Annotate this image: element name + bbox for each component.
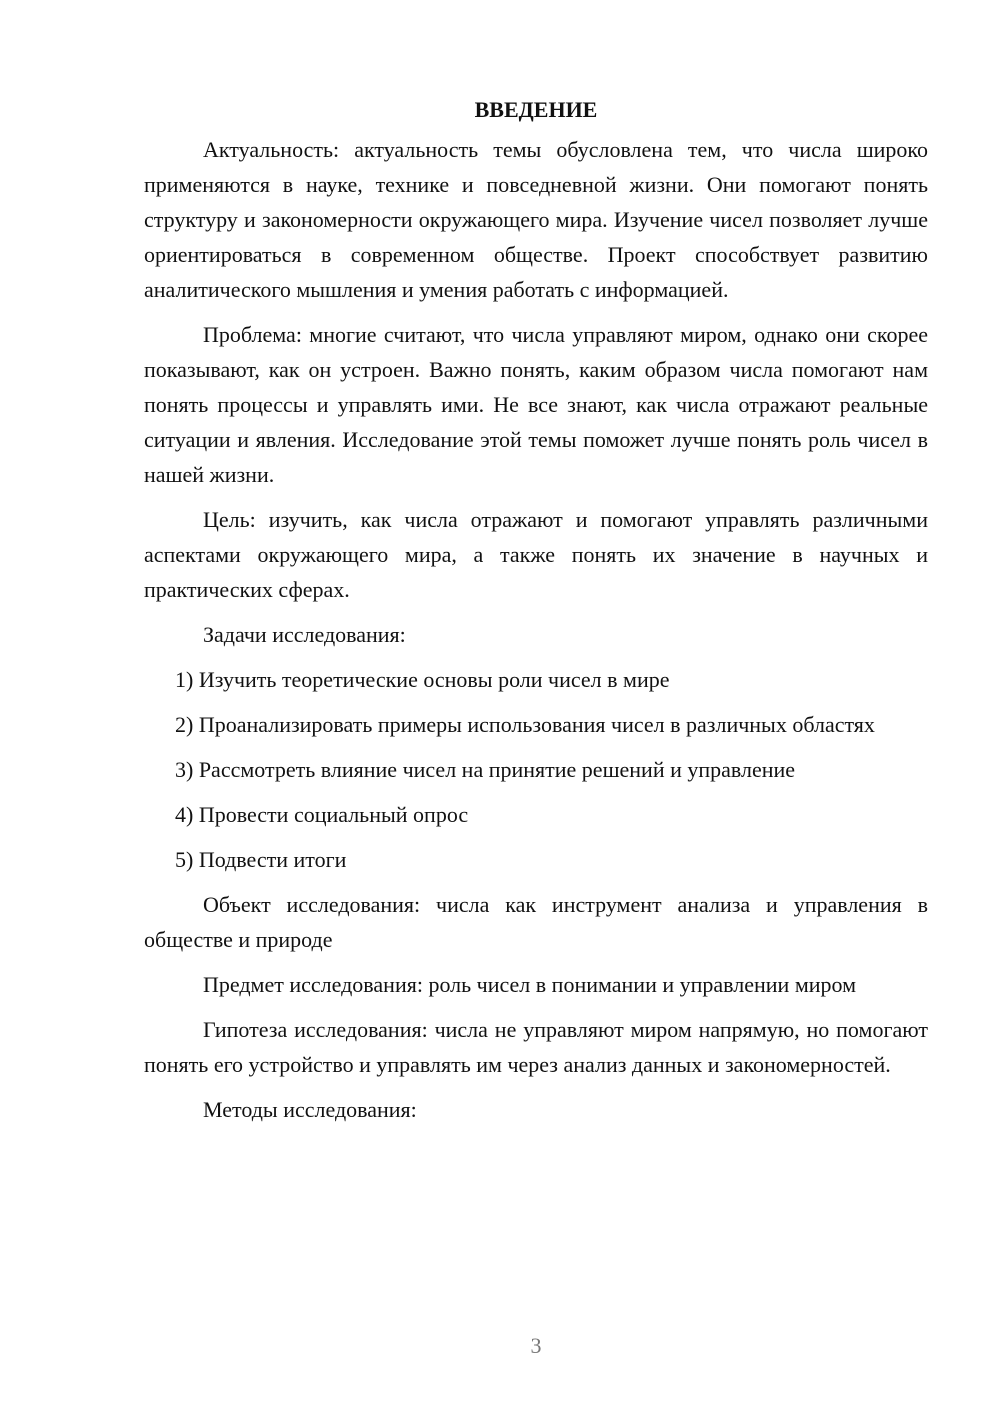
document-page [144, 94, 928, 1137]
page-number: 3 [530, 1333, 542, 1358]
task-item: 2) Проанализировать примеры использования чисел в различных областях [175, 712, 875, 737]
paragraph-subject: Предмет исследования: роль чисел в понимании и управлении миром [203, 972, 857, 997]
section-title: ВВЕДЕНИЕ [474, 97, 598, 122]
task-item: 4) Провести социальный опрос [175, 802, 469, 827]
paragraph-relevance: Актуальность: актуальность темы обусловлена тем, что числа широко применяются в науке, технике и повседневной жизни. Они помогают понять структуру и закономерности окружающего мира. Изучение чисел позволяет лучше ориентироваться в современном обществе. Проект способствует развитию аналитического мышления и умения работать с информацией. [144, 137, 928, 302]
paragraph-hypothesis: Гипотеза исследования: числа не управляют миром напрямую, но помогают понять его устройство и управлять им через анализ данных и закономерностей. [144, 1017, 928, 1077]
methods-heading: Методы исследования: [203, 1097, 417, 1122]
tasks-heading: Задачи исследования: [203, 622, 406, 647]
task-item: 3) Рассмотреть влияние чисел на принятие решений и управление [175, 757, 796, 782]
paragraph-problem: Проблема: многие считают, что числа управляют миром, однако они скорее показывают, как он устроен. Важно понять, каким образом числа помогают нам понять процессы и управлять ими. Не все знают, как числа отражают реальные ситуации и явления. Исследование этой темы поможет лучше понять роль чисел в нашей жизни. [144, 322, 928, 487]
task-item: 5) Подвести итоги [175, 847, 347, 872]
paragraph-object: Объект исследования: числа как инструмент анализа и управления в обществе и природе [144, 892, 928, 952]
paragraph-goal: Цель: изучить, как числа отражают и помогают управлять различными аспектами окружающего мира, а также понять их значение в научных и практических сферах. [144, 507, 928, 602]
task-item: 1) Изучить теоретические основы роли чисел в мире [175, 667, 670, 692]
